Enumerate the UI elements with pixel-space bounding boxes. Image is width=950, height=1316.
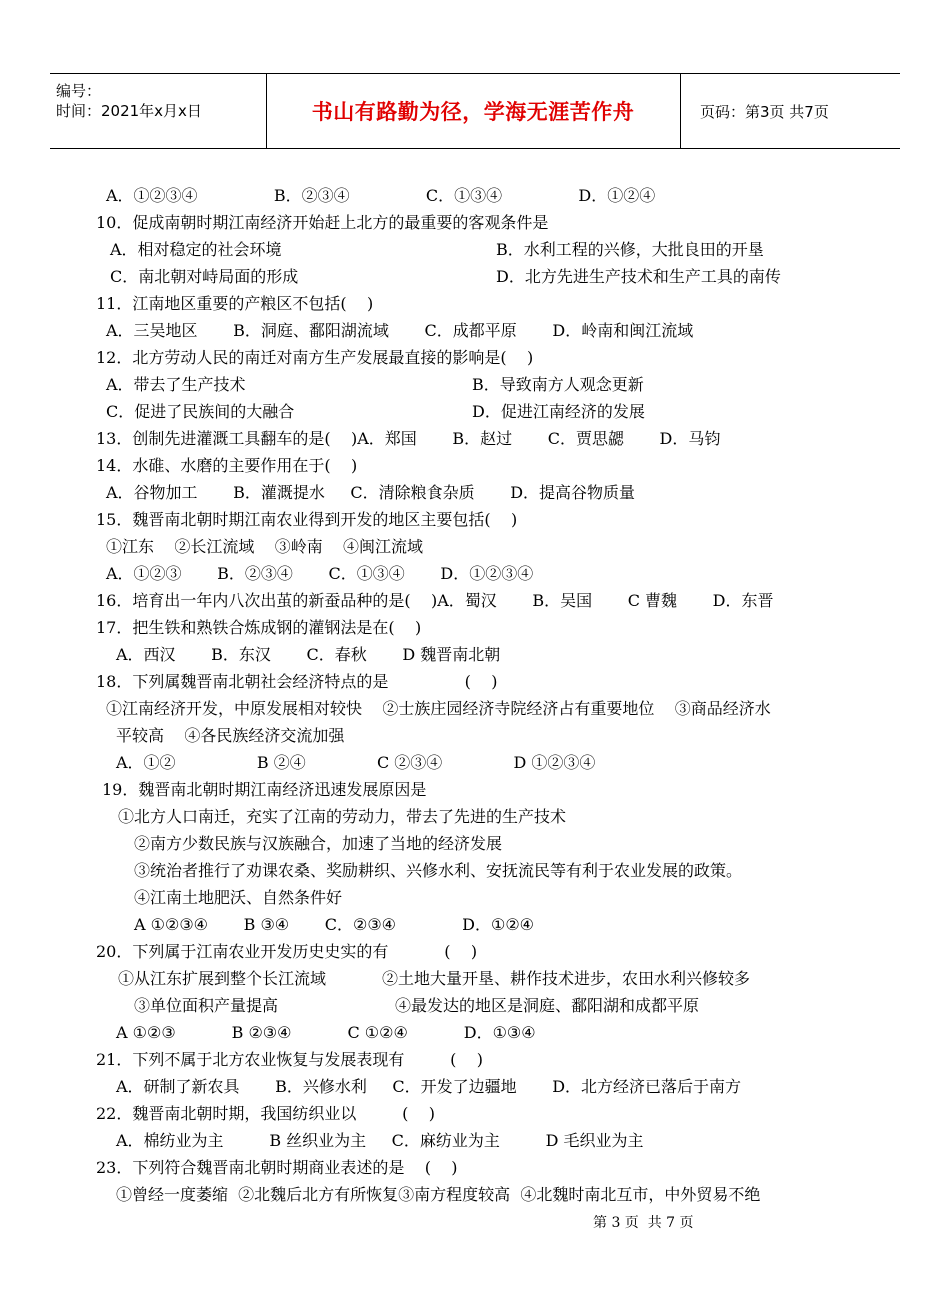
q11-options: A．三吴地区 B．洞庭、鄱阳湖流域 C．成都平原 D．岭南和闽江流域: [106, 321, 694, 340]
q12-option-a: A．带去了生产技术: [106, 375, 246, 394]
q23-stem: 23．下列符合魏晋南北朝时期商业表述的是 ( ): [96, 1158, 458, 1177]
q14-stem: 14．水碓、水磨的主要作用在于( ): [96, 456, 358, 475]
q18-stem: 18．下列属魏晋南北朝社会经济特点的是 ( ): [96, 672, 498, 691]
q17-options: A．西汉 B．东汉 C．春秋 D 魏晋南北朝: [116, 645, 501, 664]
q20-options: A ①②③ B ②③④ C ①②④ D．①③④: [116, 1023, 536, 1042]
q10-stem: 10．促成南朝时期江南经济开始赶上北方的最重要的客观条件是: [96, 213, 549, 232]
doc-time-label: 时间：2021年x月x日: [56, 102, 202, 120]
q15-options: A．①②③ B．②③④ C．①③④ D．①②③④: [106, 564, 534, 583]
q15-items: ①江东 ②长江流域 ③岭南 ④闽江流域: [106, 537, 424, 556]
q18-items-2: 平较高 ④各民族经济交流加强: [116, 726, 345, 745]
q19-item-3: ③统治者推行了劝课农桑、奖励耕织、兴修水利、安抚流民等有利于农业发展的政策。: [134, 861, 743, 880]
q17-stem: 17．把生铁和熟铁合炼成钢的灌钢法是在( ): [96, 618, 422, 637]
doc-code-label: 编号：: [56, 82, 102, 100]
q20-stem: 20．下列属于江南农业开发历史史实的有 ( ): [96, 942, 478, 961]
q12-option-c: C．促进了民族间的大融合: [106, 402, 295, 421]
q23-items: ①曾经一度萎缩 ②北魏后北方有所恢复③南方程度较高 ④北魏时南北互市，中外贸易不绝: [116, 1185, 761, 1204]
q10-option-b: B．水利工程的兴修，大批良田的开垦: [496, 240, 764, 259]
q22-stem: 22．魏晋南北朝时期，我国纺织业以 ( ): [96, 1104, 435, 1123]
q21-options: A．研制了新农具 B．兴修水利 C．开发了边疆地 D．北方经济已落后于南方: [116, 1077, 742, 1096]
q19-item-2: ②南方少数民族与汉族融合，加速了当地的经济发展: [134, 834, 503, 853]
q19-options: A ①②③④ B ③④ C．②③④ D．①②④: [134, 915, 535, 934]
q19-item-4: ④江南土地肥沃、自然条件好: [134, 888, 343, 907]
q12-stem: 12．北方劳动人民的南迁对南方生产发展最直接的影响是( ): [96, 348, 534, 367]
q15-stem: 15．魏晋南北朝时期江南农业得到开发的地区主要包括( ): [96, 510, 518, 529]
q20-items-1: ①从江东扩展到整个长江流域 ②土地大量开垦、耕作技术进步，农田水利兴修较多: [118, 969, 750, 988]
q14-options: A．谷物加工 B．灌溉提水 C．清除粮食杂质 D．提高谷物质量: [106, 483, 636, 502]
q10-option-c: C．南北朝对峙局面的形成: [110, 267, 299, 286]
q18-options: A．①② B ②④ C ②③④ D ①②③④: [116, 753, 596, 772]
q12-option-b: B．导致南方人观念更新: [472, 375, 644, 394]
q12-option-d: D．促进江南经济的发展: [472, 402, 645, 421]
q18-items-1: ①江南经济开发，中原发展相对较快 ②士族庄园经济寺院经济占有重要地位 ③商品经济水: [106, 699, 771, 718]
page-footer: 第 3 页 共 7 页: [593, 1215, 694, 1231]
q16-line: 16．培育出一年内八次出茧的新蚕品种的是( )A．蜀汉 B．吴国 C 曹魏 D．东晋: [96, 591, 774, 610]
q10-option-d: D．北方先进生产技术和生产工具的南传: [496, 267, 781, 286]
q20-items-2: ③单位面积产量提高 ④最发达的地区是洞庭、鄱阳湖和成都平原: [134, 996, 699, 1015]
q19-stem: 19．魏晋南北朝时期江南经济迅速发展原因是: [102, 780, 427, 799]
header-page-code: 页码：第3页 共7页: [700, 102, 829, 121]
q19-item-1: ①北方人口南迁，充实了江南的劳动力，带去了先进的生产技术: [118, 807, 567, 826]
q9-options: A．①②③④ B．②③④ C．①③④ D．①②④: [106, 186, 656, 205]
q13-line: 13．创制先进灌溉工具翻车的是( )A．郑国 B．赵过 C．贾思勰 D．马钧: [96, 429, 721, 448]
q21-stem: 21．下列不属于北方农业恢复与发展表现有 ( ): [96, 1050, 483, 1069]
q22-options: A．棉纺业为主 B 丝织业为主 C．麻纺业为主 D 毛织业为主: [116, 1131, 644, 1150]
q10-option-a: A．相对稳定的社会环境: [110, 240, 282, 259]
header-motto: 书山有路勤为径，学海无涯苦作舟: [311, 100, 635, 124]
q11-stem: 11．江南地区重要的产粮区不包括( ): [96, 294, 374, 313]
